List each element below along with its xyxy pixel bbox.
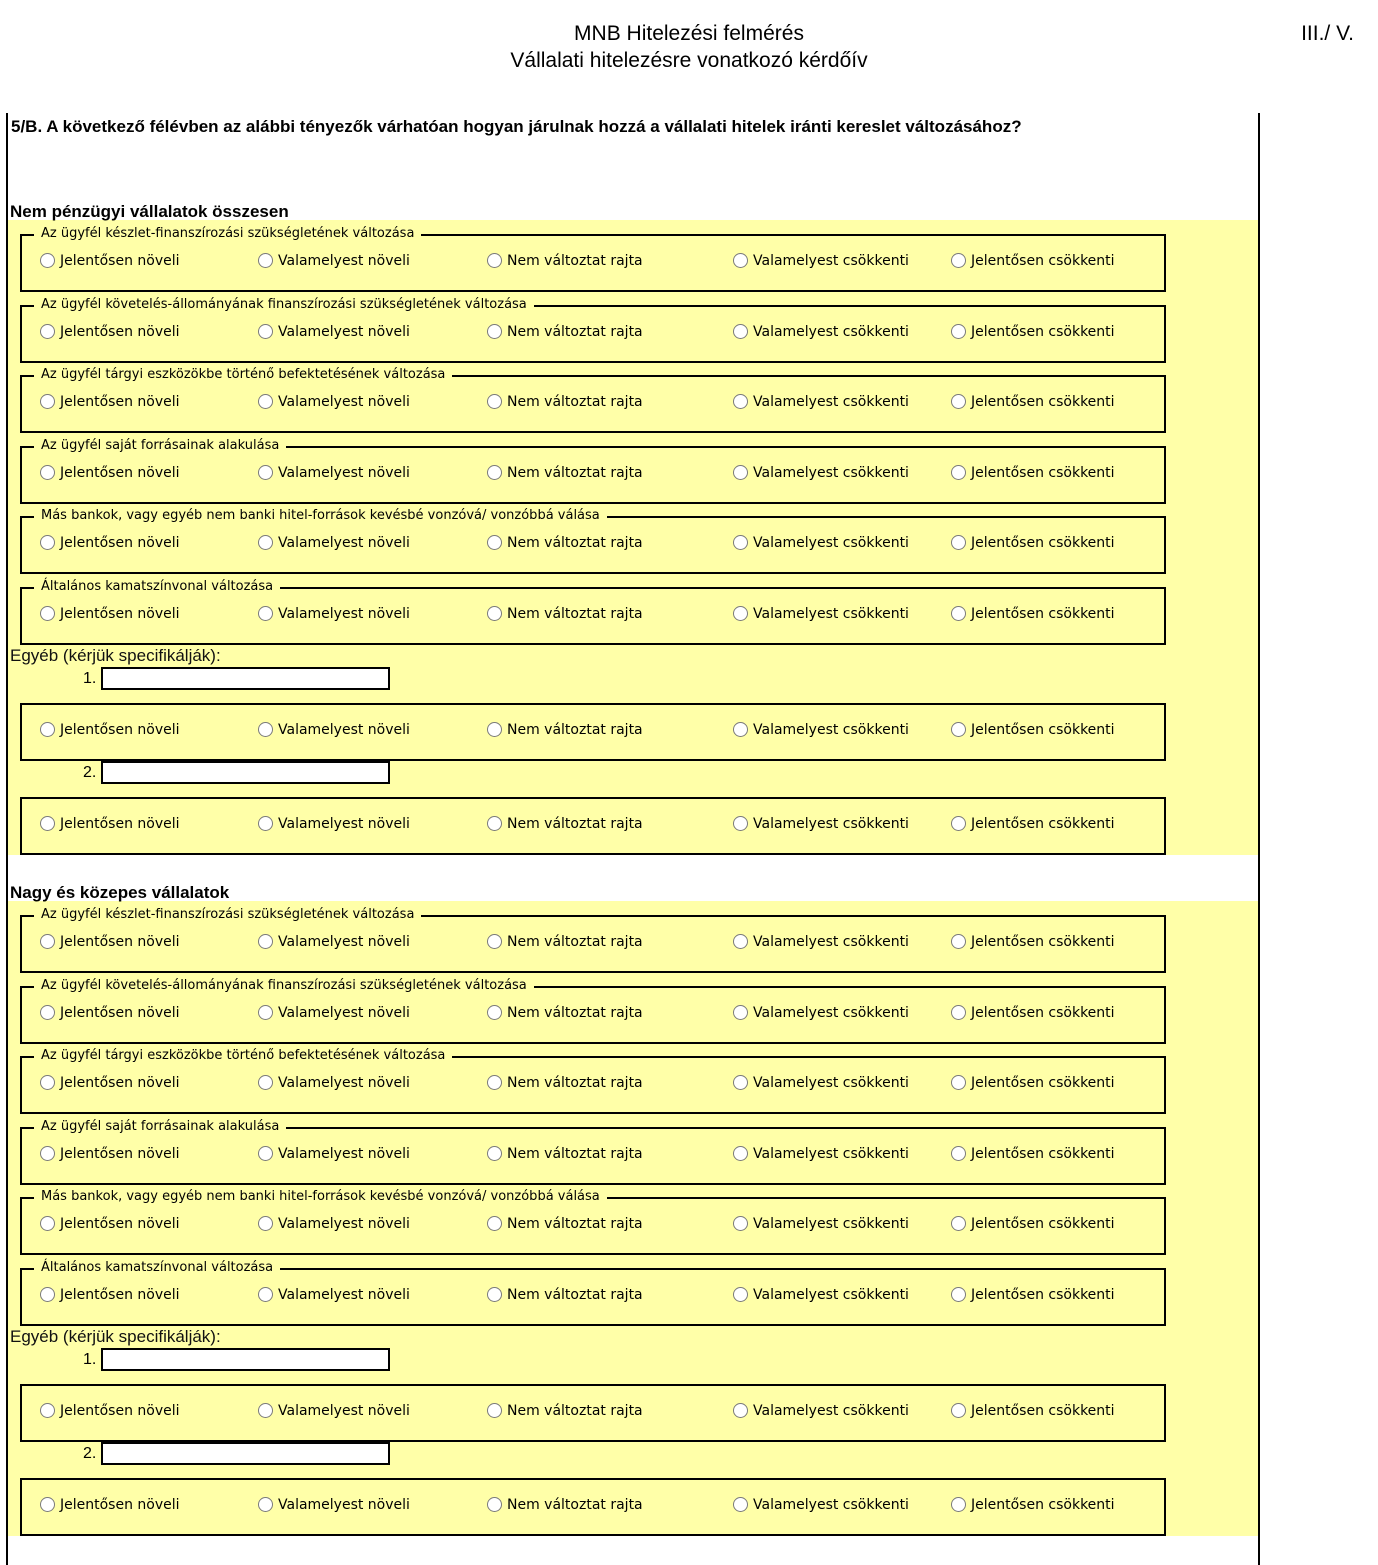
- factor-group: [20, 1189, 1166, 1255]
- option-somewhat-decreases[interactable]: [733, 392, 909, 412]
- option-significantly-increases[interactable]: [40, 533, 180, 553]
- option-no-change[interactable]: [487, 463, 643, 483]
- radio-button[interactable]: [733, 1287, 748, 1302]
- factor-label: Általános kamatszínvonal változása: [34, 577, 280, 597]
- page-title: MNB Hitelezési felmérés: [574, 22, 804, 45]
- option-significantly-decreases[interactable]: [951, 1073, 1115, 1093]
- radio-button[interactable]: [487, 535, 502, 550]
- option-somewhat-decreases[interactable]: [733, 720, 909, 740]
- radio-button[interactable]: [951, 1497, 966, 1512]
- option-no-change[interactable]: [487, 604, 643, 624]
- factor-label: Az ügyfél követelés-állományának finanszírozási szükségletének változása: [34, 295, 534, 315]
- option-label: Nem változtat rajta: [507, 253, 643, 269]
- radio-button[interactable]: [258, 324, 273, 339]
- option-significantly-increases[interactable]: [40, 392, 180, 412]
- section-title: Nem pénzügyi vállalatok összesen: [10, 202, 289, 221]
- option-label: Jelentősen növeli: [60, 606, 180, 622]
- option-significantly-increases[interactable]: [40, 1003, 180, 1023]
- factor-group: [20, 978, 1166, 1044]
- option-no-change[interactable]: [487, 1144, 643, 1164]
- factor-label: Általános kamatszínvonal változása: [34, 1258, 280, 1278]
- option-label: Valamelyest növeli: [278, 1146, 410, 1162]
- option-label: Valamelyest csökkenti: [753, 816, 909, 832]
- option-somewhat-decreases[interactable]: [733, 1073, 909, 1093]
- radio-button[interactable]: [40, 816, 55, 831]
- factor-group: [20, 1260, 1166, 1326]
- option-label: Jelentősen növeli: [60, 394, 180, 410]
- option-label: Jelentősen növeli: [60, 253, 180, 269]
- option-significantly-decreases[interactable]: [951, 604, 1115, 624]
- factor-group: [20, 508, 1166, 574]
- option-label: Valamelyest csökkenti: [753, 1497, 909, 1513]
- other-item-number: 2.: [83, 764, 97, 781]
- option-significantly-decreases[interactable]: [951, 1401, 1115, 1421]
- option-label: Valamelyest csökkenti: [753, 1005, 909, 1021]
- radio-button[interactable]: [258, 1146, 273, 1161]
- radio-button[interactable]: [258, 253, 273, 268]
- radio-button[interactable]: [951, 1146, 966, 1161]
- option-label: Jelentősen növeli: [60, 535, 180, 551]
- option-somewhat-decreases[interactable]: [733, 1144, 909, 1164]
- option-label: Nem változtat rajta: [507, 606, 643, 622]
- option-significantly-increases[interactable]: [40, 1073, 180, 1093]
- other-specify-input[interactable]: [101, 1348, 390, 1371]
- option-significantly-decreases[interactable]: [951, 720, 1115, 740]
- option-label: Valamelyest csökkenti: [753, 1075, 909, 1091]
- option-no-change[interactable]: [487, 1401, 643, 1421]
- page-code: III./ V.: [1301, 22, 1354, 45]
- radio-button[interactable]: [951, 1287, 966, 1302]
- option-label: Jelentősen csökkenti: [971, 606, 1115, 622]
- option-somewhat-increases[interactable]: [258, 932, 410, 952]
- factor-label: Az ügyfél tárgyi eszközökbe történő befektetésének változása: [34, 1046, 452, 1066]
- option-label: Valamelyest csökkenti: [753, 606, 909, 622]
- radio-button[interactable]: [40, 1287, 55, 1302]
- other-specify-input[interactable]: [101, 1442, 390, 1465]
- option-no-change[interactable]: [487, 1495, 643, 1515]
- option-somewhat-increases[interactable]: [258, 251, 410, 271]
- question-text: 5/B. A következő félévben az alábbi tényezők várhatóan hogyan járulnak hozzá a vállalati hitelek iránti kereslet változásához?: [11, 117, 1022, 136]
- radio-button[interactable]: [40, 722, 55, 737]
- factor-group: [20, 1119, 1166, 1185]
- radio-button[interactable]: [40, 324, 55, 339]
- option-label: Jelentősen csökkenti: [971, 1075, 1115, 1091]
- option-label: Jelentősen növeli: [60, 1497, 180, 1513]
- option-label: Nem változtat rajta: [507, 722, 643, 738]
- radio-button[interactable]: [733, 1497, 748, 1512]
- radio-button[interactable]: [258, 816, 273, 831]
- option-label: Jelentősen növeli: [60, 465, 180, 481]
- radio-button[interactable]: [40, 606, 55, 621]
- radio-button[interactable]: [40, 394, 55, 409]
- option-no-change[interactable]: [487, 533, 643, 553]
- option-significantly-increases[interactable]: [40, 1144, 180, 1164]
- page-subtitle: Vállalati hitelezésre vonatkozó kérdőív: [510, 49, 868, 72]
- other-specify-input[interactable]: [101, 667, 390, 690]
- radio-button[interactable]: [40, 253, 55, 268]
- radio-button[interactable]: [40, 1216, 55, 1231]
- option-somewhat-decreases[interactable]: [733, 322, 909, 342]
- other-label: Egyéb (kérjük specifikálják):: [10, 1327, 221, 1346]
- radio-button[interactable]: [258, 606, 273, 621]
- option-label: Nem változtat rajta: [507, 324, 643, 340]
- option-label: Jelentősen növeli: [60, 1005, 180, 1021]
- other-item-number: 1.: [83, 1351, 97, 1368]
- option-label: Valamelyest csökkenti: [753, 253, 909, 269]
- option-somewhat-increases[interactable]: [258, 1073, 410, 1093]
- radio-button[interactable]: [487, 606, 502, 621]
- option-label: Jelentősen növeli: [60, 934, 180, 950]
- option-label: Jelentősen csökkenti: [971, 535, 1115, 551]
- form-frame-right-border: [1258, 113, 1260, 1565]
- option-label: Valamelyest növeli: [278, 1075, 410, 1091]
- factor-label: Az ügyfél saját forrásainak alakulása: [34, 436, 286, 456]
- option-label: Jelentősen csökkenti: [971, 816, 1115, 832]
- option-label: Valamelyest csökkenti: [753, 934, 909, 950]
- radio-button[interactable]: [258, 1216, 273, 1231]
- option-somewhat-increases[interactable]: [258, 322, 410, 342]
- option-no-change[interactable]: [487, 251, 643, 271]
- option-label: Jelentősen növeli: [60, 324, 180, 340]
- option-label: Valamelyest növeli: [278, 1403, 410, 1419]
- radio-button[interactable]: [40, 1005, 55, 1020]
- option-somewhat-decreases[interactable]: [733, 1003, 909, 1023]
- option-label: Jelentősen csökkenti: [971, 1287, 1115, 1303]
- option-significantly-increases[interactable]: [40, 932, 180, 952]
- radio-button[interactable]: [258, 722, 273, 737]
- option-significantly-decreases[interactable]: [951, 1144, 1115, 1164]
- other-label: Egyéb (kérjük specifikálják):: [10, 646, 221, 665]
- option-label: Jelentősen növeli: [60, 816, 180, 832]
- option-label: Jelentősen csökkenti: [971, 1005, 1115, 1021]
- radio-button[interactable]: [951, 535, 966, 550]
- option-label: Valamelyest csökkenti: [753, 1287, 909, 1303]
- radio-button[interactable]: [733, 1403, 748, 1418]
- option-somewhat-decreases[interactable]: [733, 814, 909, 834]
- radio-button[interactable]: [733, 535, 748, 550]
- option-somewhat-decreases[interactable]: [733, 463, 909, 483]
- radio-button[interactable]: [733, 606, 748, 621]
- radio-button[interactable]: [951, 1403, 966, 1418]
- option-label: Nem változtat rajta: [507, 1287, 643, 1303]
- option-significantly-increases[interactable]: [40, 1214, 180, 1234]
- radio-button[interactable]: [733, 253, 748, 268]
- option-label: Valamelyest csökkenti: [753, 1403, 909, 1419]
- option-significantly-decreases[interactable]: [951, 1285, 1115, 1305]
- option-label: Valamelyest csökkenti: [753, 535, 909, 551]
- option-somewhat-decreases[interactable]: [733, 932, 909, 952]
- radio-button[interactable]: [733, 1005, 748, 1020]
- option-somewhat-increases[interactable]: [258, 533, 410, 553]
- radio-button[interactable]: [487, 934, 502, 949]
- other-factor-group: [20, 1384, 1166, 1442]
- option-label: Valamelyest csökkenti: [753, 722, 909, 738]
- radio-button[interactable]: [487, 1075, 502, 1090]
- radio-button[interactable]: [487, 1287, 502, 1302]
- radio-button[interactable]: [487, 1403, 502, 1418]
- option-somewhat-increases[interactable]: [258, 1401, 410, 1421]
- other-item-number: 1.: [83, 670, 97, 687]
- factor-label: Az ügyfél saját forrásainak alakulása: [34, 1117, 286, 1137]
- option-no-change[interactable]: [487, 1003, 643, 1023]
- option-label: Nem változtat rajta: [507, 1216, 643, 1232]
- radio-button[interactable]: [487, 722, 502, 737]
- option-label: Valamelyest növeli: [278, 394, 410, 410]
- radio-button[interactable]: [487, 324, 502, 339]
- radio-button[interactable]: [733, 1146, 748, 1161]
- option-somewhat-increases[interactable]: [258, 1003, 410, 1023]
- option-somewhat-decreases[interactable]: [733, 1285, 909, 1305]
- option-somewhat-decreases[interactable]: [733, 1401, 909, 1421]
- radio-button[interactable]: [258, 394, 273, 409]
- radio-button[interactable]: [951, 606, 966, 621]
- radio-button[interactable]: [951, 722, 966, 737]
- factor-label: Más bankok, vagy egyéb nem banki hitel-források kevésbé vonzóvá/ vonzóbbá válása: [34, 506, 607, 526]
- factor-group: [20, 579, 1166, 645]
- factor-group: [20, 907, 1166, 973]
- option-label: Jelentősen növeli: [60, 1216, 180, 1232]
- option-label: Valamelyest növeli: [278, 722, 410, 738]
- radio-button[interactable]: [951, 816, 966, 831]
- option-label: Jelentősen növeli: [60, 1146, 180, 1162]
- option-somewhat-increases[interactable]: [258, 1495, 410, 1515]
- radio-button[interactable]: [733, 324, 748, 339]
- option-label: Valamelyest növeli: [278, 324, 410, 340]
- option-label: Jelentősen csökkenti: [971, 1216, 1115, 1232]
- option-no-change[interactable]: [487, 814, 643, 834]
- option-label: Jelentősen növeli: [60, 1075, 180, 1091]
- option-somewhat-increases[interactable]: [258, 463, 410, 483]
- option-significantly-decreases[interactable]: [951, 1003, 1115, 1023]
- radio-button[interactable]: [951, 1216, 966, 1231]
- option-no-change[interactable]: [487, 1073, 643, 1093]
- option-label: Valamelyest növeli: [278, 535, 410, 551]
- radio-button[interactable]: [487, 816, 502, 831]
- option-label: Nem változtat rajta: [507, 394, 643, 410]
- option-significantly-decreases[interactable]: [951, 932, 1115, 952]
- radio-button[interactable]: [487, 1216, 502, 1231]
- factor-group: [20, 297, 1166, 363]
- option-label: Jelentősen csökkenti: [971, 1497, 1115, 1513]
- radio-button[interactable]: [40, 1497, 55, 1512]
- option-label: Valamelyest csökkenti: [753, 465, 909, 481]
- option-label: Jelentősen csökkenti: [971, 465, 1115, 481]
- option-no-change[interactable]: [487, 720, 643, 740]
- radio-button[interactable]: [733, 934, 748, 949]
- option-significantly-increases[interactable]: [40, 720, 180, 740]
- radio-button[interactable]: [258, 465, 273, 480]
- other-item-number: 2.: [83, 1445, 97, 1462]
- option-label: Jelentősen csökkenti: [971, 324, 1115, 340]
- radio-button[interactable]: [487, 253, 502, 268]
- option-label: Nem változtat rajta: [507, 1005, 643, 1021]
- radio-button[interactable]: [258, 535, 273, 550]
- option-somewhat-decreases[interactable]: [733, 604, 909, 624]
- option-label: Jelentősen növeli: [60, 722, 180, 738]
- radio-button[interactable]: [487, 465, 502, 480]
- option-label: Jelentősen csökkenti: [971, 253, 1115, 269]
- option-label: Valamelyest csökkenti: [753, 1216, 909, 1232]
- option-label: Nem változtat rajta: [507, 1146, 643, 1162]
- factor-label: Más bankok, vagy egyéb nem banki hitel-források kevésbé vonzóvá/ vonzóbbá válása: [34, 1187, 607, 1207]
- section-title: Nagy és közepes vállalatok: [10, 883, 230, 902]
- option-significantly-increases[interactable]: [40, 1401, 180, 1421]
- option-label: Valamelyest csökkenti: [753, 1146, 909, 1162]
- option-label: Nem változtat rajta: [507, 816, 643, 832]
- factor-group: [20, 367, 1166, 433]
- option-label: Jelentősen csökkenti: [971, 934, 1115, 950]
- other-factor-group: [20, 1478, 1166, 1536]
- option-label: Valamelyest növeli: [278, 253, 410, 269]
- option-label: Jelentősen csökkenti: [971, 394, 1115, 410]
- option-significantly-decreases[interactable]: [951, 251, 1115, 271]
- option-significantly-increases[interactable]: [40, 251, 180, 271]
- option-somewhat-increases[interactable]: [258, 1144, 410, 1164]
- option-significantly-increases[interactable]: [40, 1495, 180, 1515]
- option-label: Nem változtat rajta: [507, 1497, 643, 1513]
- option-label: Nem változtat rajta: [507, 1403, 643, 1419]
- radio-button[interactable]: [951, 324, 966, 339]
- radio-button[interactable]: [258, 1075, 273, 1090]
- option-significantly-increases[interactable]: [40, 604, 180, 624]
- option-label: Nem változtat rajta: [507, 535, 643, 551]
- option-somewhat-increases[interactable]: [258, 1285, 410, 1305]
- option-no-change[interactable]: [487, 1214, 643, 1234]
- other-factor-group: [20, 703, 1166, 761]
- option-no-change[interactable]: [487, 932, 643, 952]
- radio-button[interactable]: [733, 1075, 748, 1090]
- option-label: Valamelyest csökkenti: [753, 324, 909, 340]
- option-label: Valamelyest növeli: [278, 1216, 410, 1232]
- option-label: Valamelyest növeli: [278, 1497, 410, 1513]
- radio-button[interactable]: [733, 465, 748, 480]
- option-significantly-increases[interactable]: [40, 814, 180, 834]
- option-label: Jelentősen növeli: [60, 1403, 180, 1419]
- option-no-change[interactable]: [487, 392, 643, 412]
- radio-button[interactable]: [951, 1005, 966, 1020]
- radio-button[interactable]: [40, 934, 55, 949]
- radio-button[interactable]: [951, 1075, 966, 1090]
- option-significantly-decreases[interactable]: [951, 322, 1115, 342]
- radio-button[interactable]: [733, 1216, 748, 1231]
- option-no-change[interactable]: [487, 322, 643, 342]
- radio-button[interactable]: [40, 535, 55, 550]
- radio-button[interactable]: [733, 394, 748, 409]
- radio-button[interactable]: [258, 934, 273, 949]
- option-somewhat-increases[interactable]: [258, 1214, 410, 1234]
- radio-button[interactable]: [40, 1075, 55, 1090]
- option-label: Valamelyest növeli: [278, 465, 410, 481]
- radio-button[interactable]: [951, 934, 966, 949]
- radio-button[interactable]: [487, 1497, 502, 1512]
- radio-button[interactable]: [487, 394, 502, 409]
- option-label: Valamelyest növeli: [278, 1287, 410, 1303]
- factor-group: [20, 1048, 1166, 1114]
- option-label: Nem változtat rajta: [507, 934, 643, 950]
- option-somewhat-increases[interactable]: [258, 720, 410, 740]
- radio-button[interactable]: [40, 1403, 55, 1418]
- option-label: Jelentősen csökkenti: [971, 722, 1115, 738]
- option-somewhat-increases[interactable]: [258, 604, 410, 624]
- option-somewhat-decreases[interactable]: [733, 1495, 909, 1515]
- factor-group: [20, 226, 1166, 292]
- option-label: Valamelyest növeli: [278, 606, 410, 622]
- option-significantly-decreases[interactable]: [951, 814, 1115, 834]
- option-label: Jelentősen csökkenti: [971, 1146, 1115, 1162]
- option-label: Valamelyest növeli: [278, 816, 410, 832]
- other-specify-input[interactable]: [101, 761, 390, 784]
- option-somewhat-increases[interactable]: [258, 392, 410, 412]
- option-label: Nem változtat rajta: [507, 1075, 643, 1091]
- option-significantly-increases[interactable]: [40, 1285, 180, 1305]
- other-factor-group: [20, 797, 1166, 855]
- option-label: Valamelyest növeli: [278, 934, 410, 950]
- option-label: Jelentősen növeli: [60, 1287, 180, 1303]
- option-significantly-increases[interactable]: [40, 322, 180, 342]
- option-label: Valamelyest csökkenti: [753, 394, 909, 410]
- option-somewhat-decreases[interactable]: [733, 251, 909, 271]
- radio-button[interactable]: [487, 1146, 502, 1161]
- radio-button[interactable]: [487, 1005, 502, 1020]
- option-label: Valamelyest növeli: [278, 1005, 410, 1021]
- factor-label: Az ügyfél tárgyi eszközökbe történő befektetésének változása: [34, 365, 452, 385]
- option-somewhat-increases[interactable]: [258, 814, 410, 834]
- radio-button[interactable]: [258, 1497, 273, 1512]
- option-somewhat-decreases[interactable]: [733, 533, 909, 553]
- option-significantly-decreases[interactable]: [951, 1214, 1115, 1234]
- option-somewhat-decreases[interactable]: [733, 1214, 909, 1234]
- factor-label: Az ügyfél követelés-állományának finanszírozási szükségletének változása: [34, 976, 534, 996]
- radio-button[interactable]: [951, 394, 966, 409]
- radio-button[interactable]: [258, 1005, 273, 1020]
- option-significantly-decreases[interactable]: [951, 463, 1115, 483]
- option-label: Jelentősen csökkenti: [971, 1403, 1115, 1419]
- option-label: Nem változtat rajta: [507, 465, 643, 481]
- radio-button[interactable]: [40, 1146, 55, 1161]
- factor-label: Az ügyfél készlet-finanszírozási szükségletének változása: [34, 224, 421, 244]
- option-significantly-increases[interactable]: [40, 463, 180, 483]
- option-significantly-decreases[interactable]: [951, 533, 1115, 553]
- radio-button[interactable]: [951, 253, 966, 268]
- radio-button[interactable]: [733, 816, 748, 831]
- option-significantly-decreases[interactable]: [951, 392, 1115, 412]
- option-no-change[interactable]: [487, 1285, 643, 1305]
- radio-button[interactable]: [40, 465, 55, 480]
- factor-group: [20, 438, 1166, 504]
- factor-label: Az ügyfél készlet-finanszírozási szükségletének változása: [34, 905, 421, 925]
- radio-button[interactable]: [733, 722, 748, 737]
- radio-button[interactable]: [951, 465, 966, 480]
- radio-button[interactable]: [258, 1403, 273, 1418]
- radio-button[interactable]: [258, 1287, 273, 1302]
- option-significantly-decreases[interactable]: [951, 1495, 1115, 1515]
